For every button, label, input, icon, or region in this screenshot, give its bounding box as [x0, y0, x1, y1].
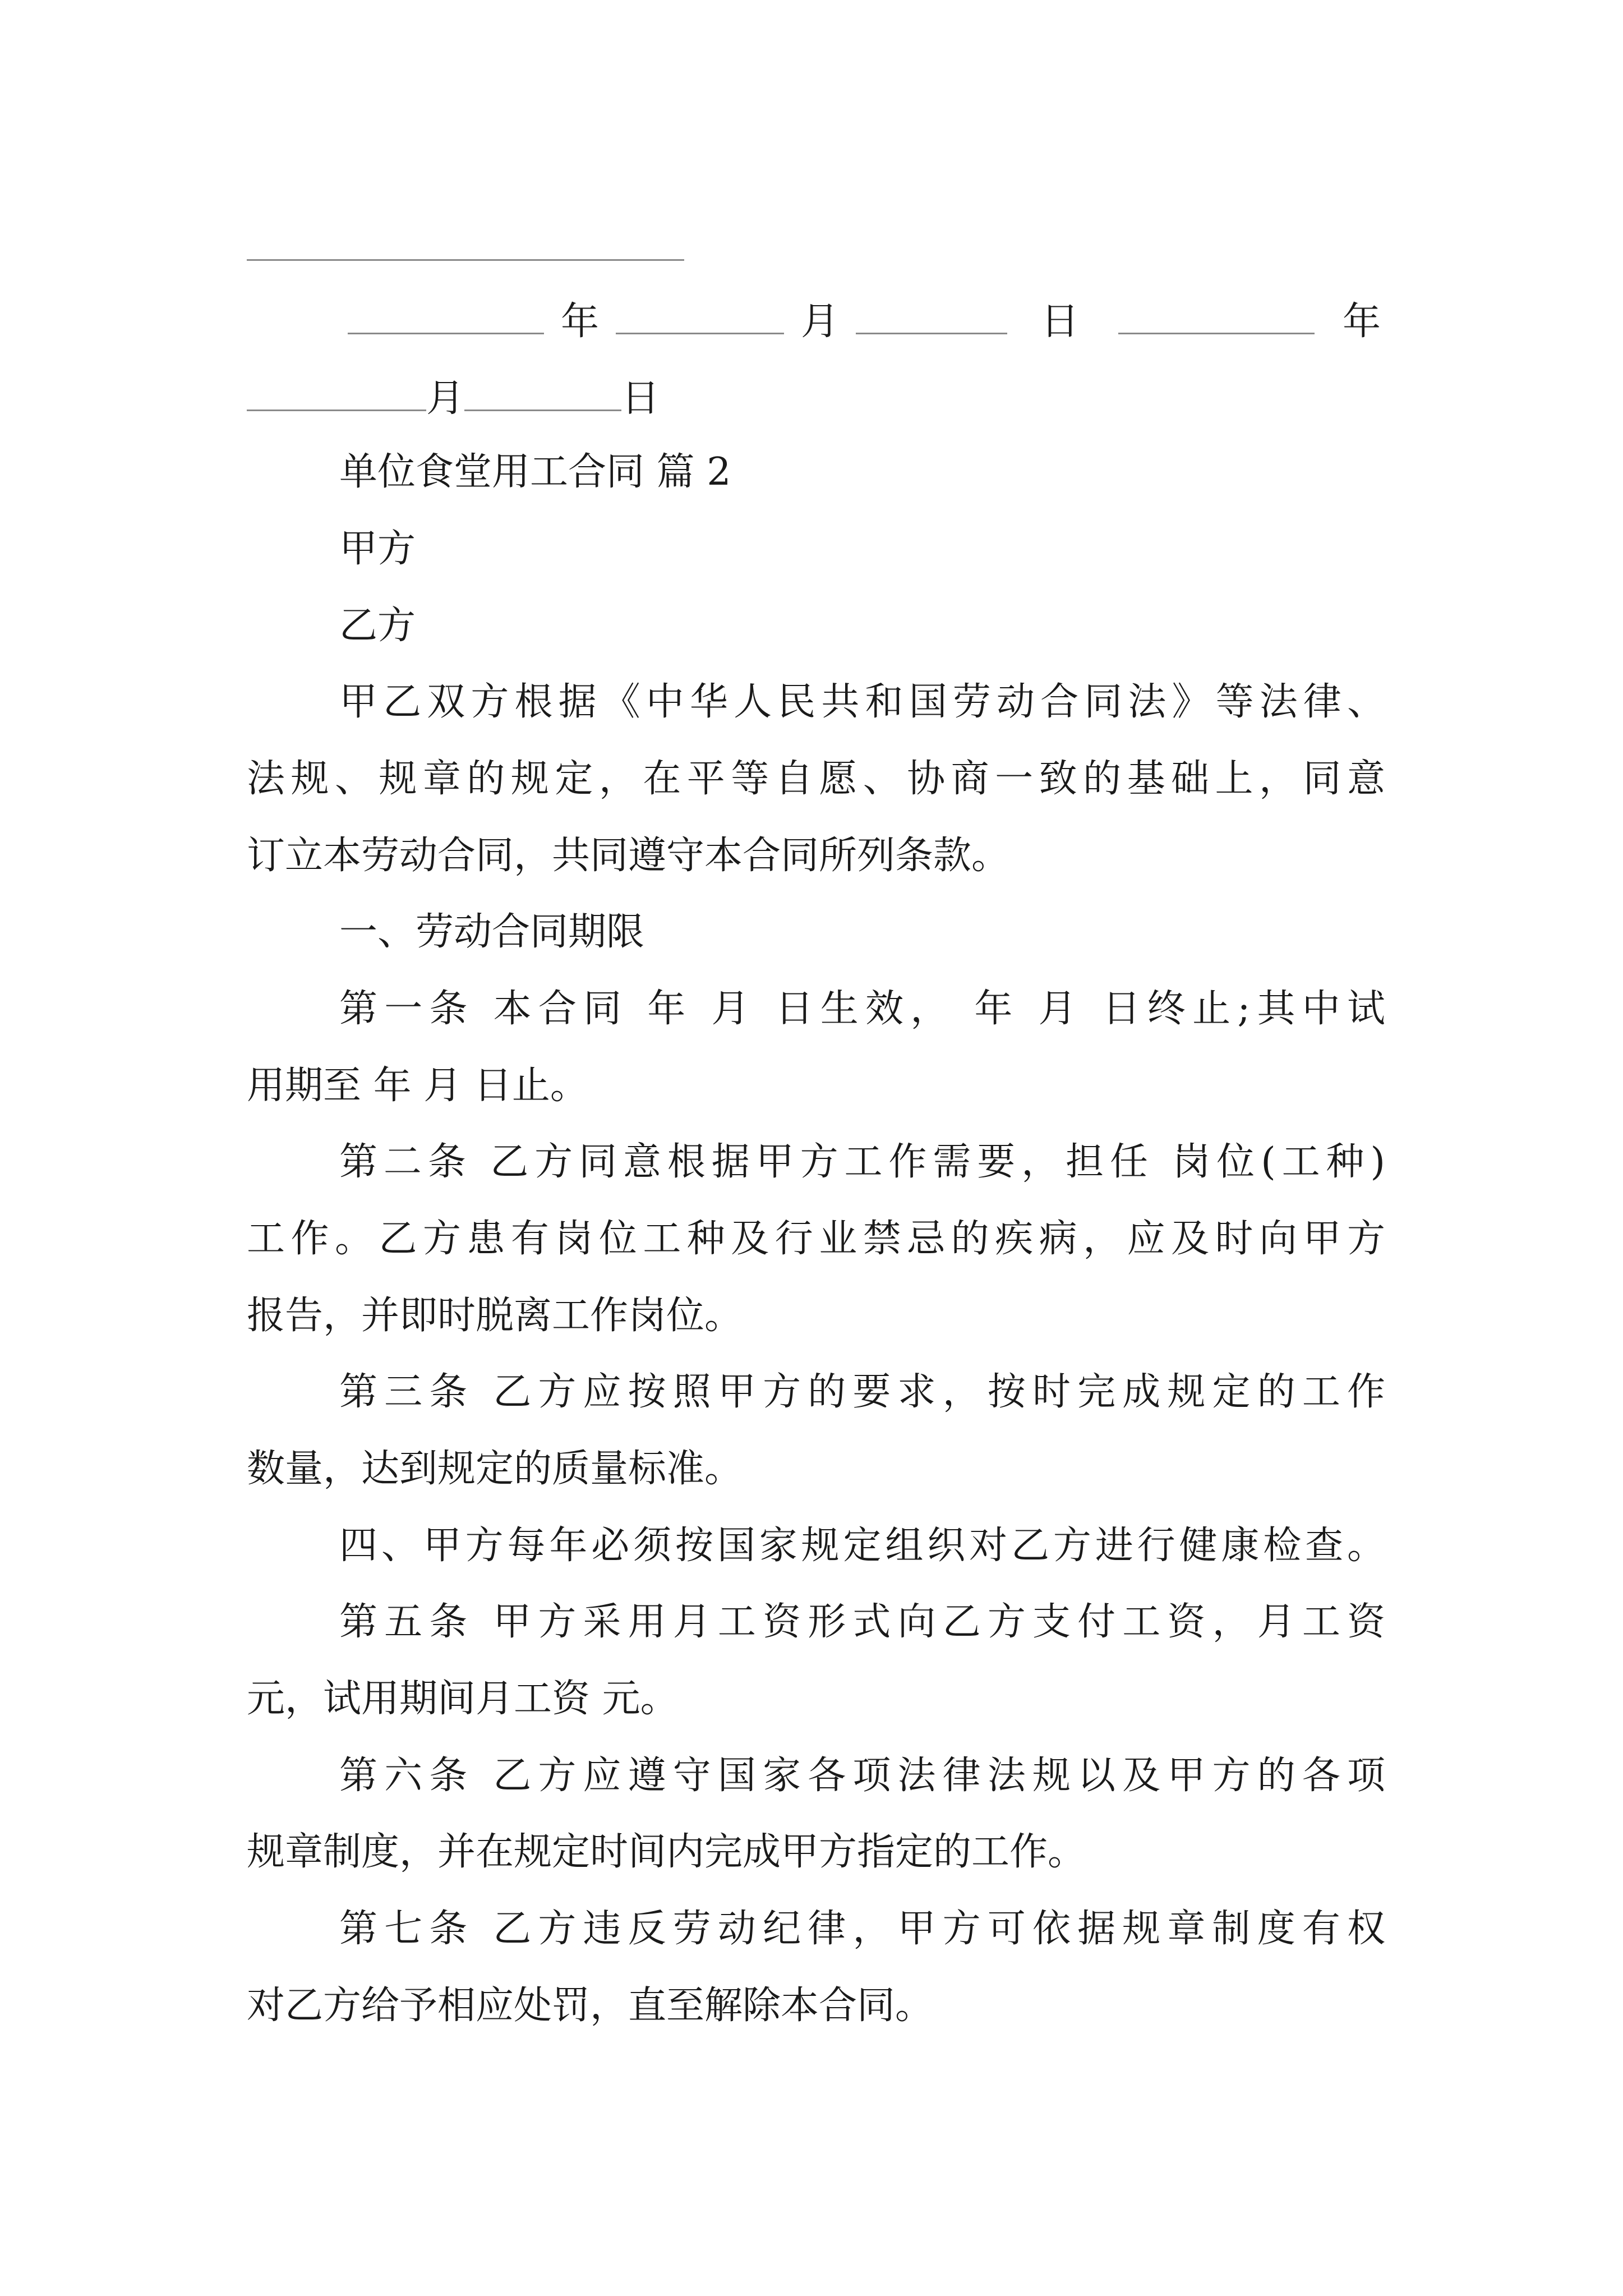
article-6-line-1: 第六条 乙方应遵守国家各项法律法规以及甲方的各项 [339, 1754, 1385, 1798]
article-1-line-1: 第一条 本合同 年 月 日生效， 年 月 日终止;其中试 [339, 987, 1385, 1031]
month-label: 月 [801, 300, 840, 344]
year-label: 年 [561, 300, 600, 344]
month-blank [247, 377, 426, 411]
heading-contract-term: 一、劳动合同期限 [339, 910, 645, 954]
intro-line-1: 甲乙双方根据《中华人民共和国劳动合同法》等法律、 [339, 680, 1385, 724]
intro-line-3: 订立本劳动合同，共同遵守本合同所列条款。 [247, 834, 1010, 878]
article-4: 四、甲方每年必须按国家规定组织对乙方进行健康检查。 [339, 1524, 1385, 1568]
section-title: 单位食堂用工合同 篇 2 [339, 450, 731, 494]
month-label: 月 [426, 376, 465, 421]
day-blank [856, 300, 1007, 334]
year-blank [348, 300, 544, 334]
year-label: 年 [1343, 300, 1381, 344]
article-2-line-1: 第二条 乙方同意根据甲方工作需要，担任 岗位(工种) [339, 1140, 1385, 1184]
article-3-line-1: 第三条 乙方应按照甲方的要求，按时完成规定的工作 [339, 1370, 1385, 1414]
article-5-line-2: 元，试用期间月工资 元。 [247, 1677, 679, 1721]
day-label: 日 [621, 376, 660, 421]
party-a-label: 甲方 [339, 527, 416, 571]
signature-rule [247, 259, 684, 261]
year-blank [1118, 300, 1315, 334]
signature-date-row-1 [348, 300, 1381, 344]
article-2-line-3: 报告，并即时脱离工作岗位。 [247, 1294, 743, 1338]
article-7-line-2: 对乙方给予相应处罚，直至解除本合同。 [247, 1984, 934, 2028]
day-label: 日 [1041, 300, 1080, 344]
article-2-line-2: 工作。乙方患有岗位工种及行业禁忌的疾病，应及时向甲方 [247, 1217, 1385, 1261]
day-blank [464, 377, 621, 411]
signature-date-row-2 [247, 376, 660, 421]
party-b-label: 乙方 [339, 604, 416, 648]
article-3-line-2: 数量，达到规定的质量标准。 [247, 1447, 743, 1491]
month-blank [616, 300, 784, 334]
article-6-line-2: 规章制度，并在规定时间内完成甲方指定的工作。 [247, 1830, 1086, 1874]
article-7-line-1: 第七条 乙方违反劳动纪律，甲方可依据规章制度有权 [339, 1907, 1385, 1951]
article-1-line-2: 用期至 年 月 日止。 [247, 1064, 588, 1108]
intro-line-2: 法规、规章的规定，在平等自愿、协商一致的基础上，同意 [247, 757, 1385, 801]
article-5-line-1: 第五条 甲方采用月工资形式向乙方支付工资，月工资 [339, 1600, 1385, 1644]
